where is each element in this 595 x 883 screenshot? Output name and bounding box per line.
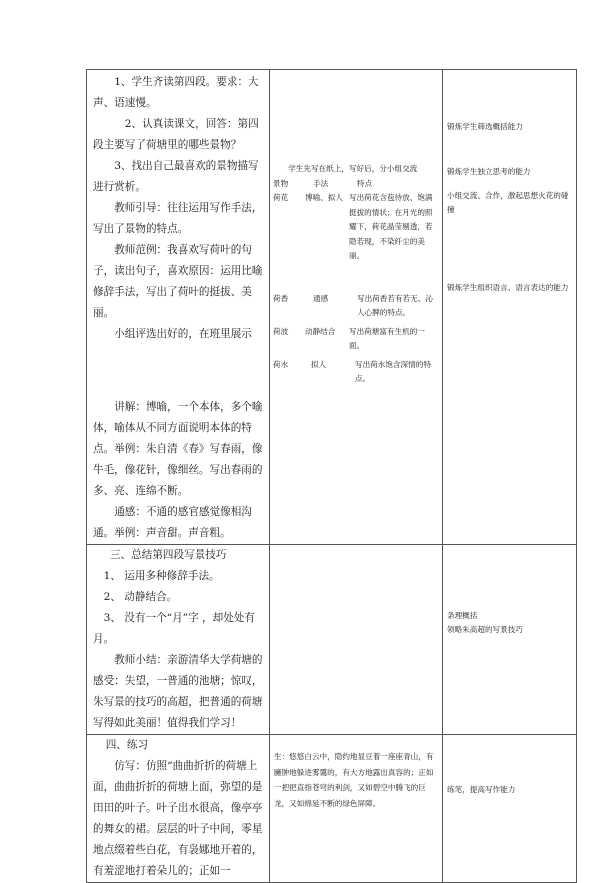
design-intent-cell bbox=[443, 735, 577, 883]
student-activity-cell bbox=[270, 545, 443, 735]
header-scene: 景物 bbox=[273, 178, 289, 188]
scene-method: 动静结合 bbox=[305, 326, 336, 336]
table-row bbox=[87, 545, 577, 735]
intent-cooperate: 小组交流、合作，激起思想火花的碰撞 bbox=[447, 191, 569, 214]
intent-organize: 条理概括 bbox=[447, 611, 478, 620]
student-intro-text: 学生先写在纸上，写好后，分小组交流 bbox=[288, 164, 418, 173]
intent-appreciate: 领略朱高超的写景技巧 bbox=[447, 625, 523, 634]
intent-writing: 练笔，提高写作能力 bbox=[447, 785, 516, 794]
lesson-plan-table bbox=[86, 69, 577, 883]
scene-header-row bbox=[273, 177, 440, 192]
teacher-activity-cell bbox=[87, 735, 270, 883]
header-feature: 特点 bbox=[357, 178, 373, 188]
scene-feature: 写出荷香若有若无、沁人心脾的特点。 bbox=[357, 293, 433, 317]
scene-feature: 写出荷塘富有生机的一面。 bbox=[349, 326, 425, 350]
intent-express: 锻炼学生组织语言、语言表达的能力 bbox=[447, 283, 569, 292]
metaphor-explain-text: 讲解：博喻，一个本体，多个喻体，喻体从不同方面说明本体的特点。举例：朱自清《春》写春雨，像牛毛，像花针，像细丝。写出春雨的多、亮、连绵不断。 bbox=[93, 401, 263, 497]
student-activity-cell bbox=[270, 70, 443, 545]
summary-item-1: 1、 运用多种修辞手法。 bbox=[103, 570, 220, 582]
exercise-heading: 四、练习 bbox=[105, 739, 149, 751]
scene-row-wave bbox=[273, 325, 440, 354]
scene-method: 博喻、拟人 bbox=[305, 193, 343, 202]
header-method: 手法 bbox=[313, 178, 329, 188]
scene-method: 拟人 bbox=[311, 359, 327, 369]
spacer bbox=[273, 264, 440, 292]
scene-name: 荷水 bbox=[273, 359, 289, 369]
table-row bbox=[87, 70, 577, 545]
scene-name: 荷花 bbox=[273, 193, 289, 202]
synesthesia-text: 通感：不通的感官感觉像相沟通。举例：声音甜。声音粗。 bbox=[93, 506, 252, 539]
teacher-example-text: 教师范例：我喜欢写荷叶的句子，读出句子，喜欢原因：运用比喻修辞手法，写出了荷叶的挺拔、美丽。 bbox=[93, 244, 263, 319]
spacer bbox=[87, 345, 269, 397]
student-exchange-block bbox=[270, 162, 442, 387]
student-sample-text: 生：悠悠白云中，隐约地显豆着一座座青山，有臃肿地躲进雾霭的，有大方地露出真容的；正如一把把直指苍穹的利剑，又如碧空中腾飞的巨龙，又如绵延不断的绿色屏障。 bbox=[274, 752, 434, 808]
step-2-text: 2、认真读课文，回答：第四段主要写了荷塘里的哪些景物？ bbox=[93, 118, 259, 151]
design-intent-cell bbox=[443, 70, 577, 545]
summary-item-3: 3、 没有一个“月”字 ，却处处有月。 bbox=[93, 612, 256, 645]
teacher-summary-text: 教师小结：亲游清华大学荷塘的感受：失望，一普通的池塘；惊叹，朱写景的技巧的高超，把普通的荷塘写得如此美丽！值得我们学习！ bbox=[93, 654, 263, 729]
group-show-text: 小组评选出好的，在班里展示 bbox=[114, 328, 252, 340]
summary-heading: 三、总结第四段写景技巧 bbox=[109, 549, 227, 561]
scene-feature: 写出荷水饱含深情的特点。 bbox=[355, 359, 431, 383]
scene-name: 荷波 bbox=[273, 326, 289, 336]
teacher-activity-cell bbox=[87, 70, 270, 545]
step-1-text: 1、学生齐读第四段。要求：大声、语速慢。 bbox=[93, 76, 259, 109]
exercise-imitation-text: 仿写：仿照“曲曲折折的荷塘上面，曲曲折折的荷塘上面，弥望的是田田的叶子。叶子出水很高，像亭亭的舞女的裙。层层的叶子中间，零星地点缀着些白花，有袅娜地开着的，有羞涩地打着朵儿的；正如一 bbox=[93, 760, 263, 877]
student-activity-cell bbox=[270, 735, 443, 883]
teacher-guide-text: 教师引导：往往运用写作手法，写出了景物的特点。 bbox=[93, 202, 263, 235]
scene-method: 通感 bbox=[313, 293, 329, 303]
table-row bbox=[87, 735, 577, 883]
teacher-activity-cell bbox=[87, 545, 270, 735]
scene-row-fragrance bbox=[273, 292, 440, 321]
scene-name: 荷香 bbox=[273, 293, 289, 303]
design-intent-cell bbox=[443, 545, 577, 735]
intent-think: 锻炼学生独立思考的能力 bbox=[447, 167, 531, 176]
scene-row-lotus bbox=[273, 191, 440, 264]
step-3-text: 3、找出自己最喜欢的景物描写进行赏析。 bbox=[93, 160, 259, 193]
scene-feature: 写出荷花含苞待放、饱满挺拔的情状；在月光的照耀下，荷花晶莹剔透，若隐若现，不染纤尘的美丽。 bbox=[349, 193, 433, 260]
intent-summarize: 锻炼学生筛选概括能力 bbox=[447, 122, 523, 131]
summary-item-2: 2、 动静结合。 bbox=[103, 591, 178, 603]
scene-row-water bbox=[273, 358, 440, 387]
